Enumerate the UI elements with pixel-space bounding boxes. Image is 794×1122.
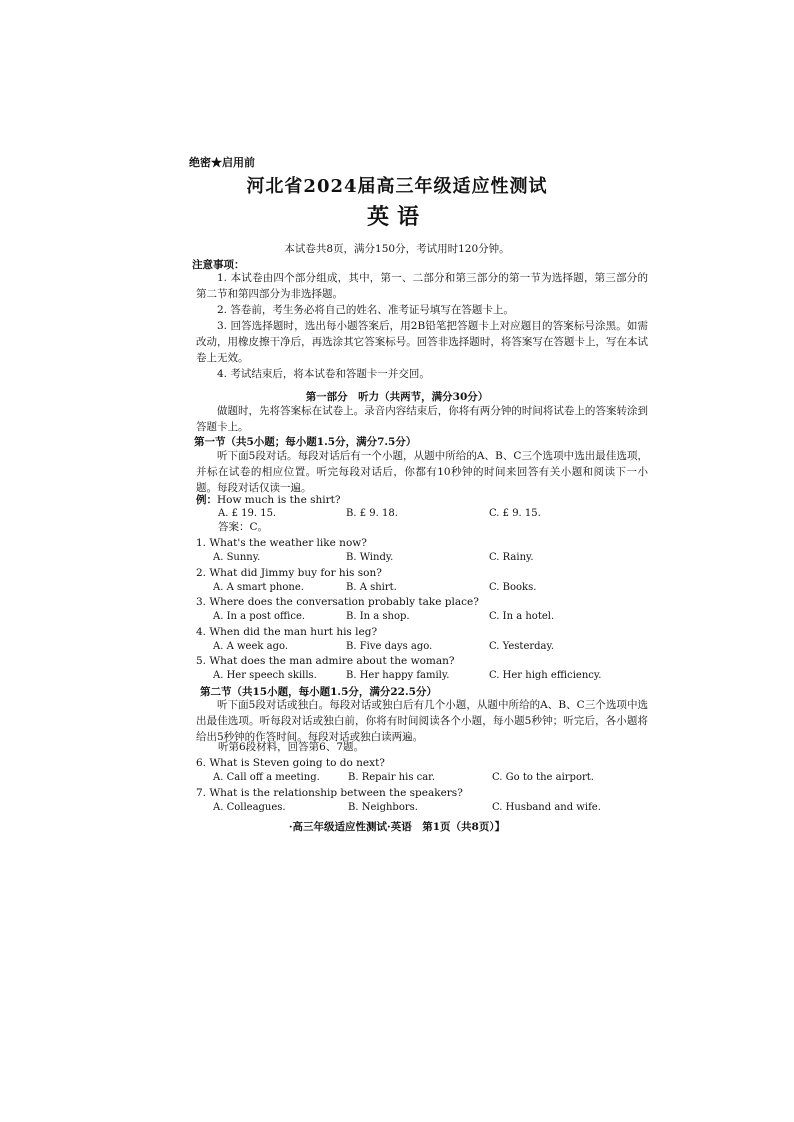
notice-item: 2. 答卷前，考生务必将自己的姓名、准考证号填写在答题卡上。	[217, 304, 514, 316]
question-stem: 3. Where does the conversation probably take place?	[196, 596, 479, 609]
question-option-c: C. Husband and wife.	[492, 801, 601, 813]
question-option-b: B. A shirt.	[346, 581, 397, 593]
page-footer: ·高三年级适应性测试·英语 第1页（共8页）】	[288, 821, 506, 833]
question-stem: 1. What's the weather like now?	[196, 537, 367, 549]
notice-item: 1. 本试卷由四个部分组成，其中，第一、二部分和第三部分的第一节为选择题，第三部分的第二节和第四部分为非选择题。	[196, 272, 648, 300]
question-option-c: C. Go to the airport.	[492, 772, 594, 783]
part-one-instruction: 做题时，先将答案标在试卷上。录音内容结束后，你将有两分钟的时间将试卷上的答案转涂到答题卡上。	[196, 405, 648, 433]
question-option-a: A. A smart phone.	[213, 581, 304, 593]
question-stem: 5. What does the man admire about the woman?	[196, 655, 455, 668]
question-option-a: A. In a post office.	[213, 611, 306, 623]
notice-item: 3. 回答选择题时，选出每小题答案后，用2B铅笔把答题卡上对应题目的答案标号涂黑。如需改动，用橡皮擦干净后，再选涂其它答案标号。回答非选择题时，将答案写在答题卡上，写在本试卷上无效。	[196, 320, 648, 364]
question-option-a: A. Colleagues.	[213, 801, 286, 813]
subject-title: 英语	[366, 204, 427, 230]
example-answer: 答案：C。	[218, 521, 269, 533]
question-option-c: C. Rainy.	[489, 552, 534, 563]
material-six-note: 听第6段材料，回答第6、7题。	[218, 741, 365, 753]
question-option-a: A. A week ago.	[213, 640, 288, 652]
question-stem: 4. When did the man hurt his leg?	[196, 625, 378, 638]
question-option-a: A. Sunny.	[213, 552, 261, 563]
question-option-c: C. Yesterday.	[489, 640, 555, 652]
section-two-heading: 第二节（共15小题，每小题1.5分，满分22.5分）	[200, 686, 437, 698]
question-option-b: B. Repair his car.	[348, 772, 436, 783]
example-option-a: A. £ 19. 15.	[218, 508, 277, 519]
confidential-label: 绝密★启用前	[189, 156, 255, 169]
question-option-c: C. Books.	[489, 581, 537, 593]
section-one-heading: 第一节（共5小题；每小题1.5分，满分7.5分）	[194, 436, 417, 448]
question-option-b: B. Neighbors.	[348, 801, 418, 813]
question-option-c: C. In a hotel.	[489, 611, 555, 623]
question-option-b: B. Windy.	[346, 552, 394, 563]
notice-heading: 注意事项：	[192, 259, 245, 271]
question-option-c: C. Her high efficiency.	[489, 670, 602, 682]
question-option-b: B. Five days ago.	[346, 640, 433, 652]
notice-list	[196, 270, 648, 382]
question-option-b: B. Her happy family.	[346, 670, 450, 682]
exam-title: 河北省2024届高三年级适应性测试	[246, 176, 548, 197]
part-one-heading: 第一部分 听力（共两节，满分30分）	[305, 391, 489, 403]
question-option-a: A. Her speech skills.	[213, 670, 317, 682]
exam-info: 本试卷共8页，满分150分，考试用时120分钟。	[284, 243, 510, 255]
question-option-b: B. In a shop.	[346, 611, 410, 623]
example-option-c: C. £ 9. 15.	[489, 508, 541, 519]
question-stem: 6. What is Steven going to do next?	[196, 757, 385, 769]
question-stem: 7. What is the relationship between the speakers?	[196, 786, 463, 799]
question-option-a: A. Call off a meeting.	[213, 772, 320, 783]
section-one-instruction: 听下面5段对话。每段对话后有一个小题，从题中所给的A、B、C三个选项中选出最佳选项，并标在试卷的相应位置。听完每段对话后，你都有10秒钟的时间来回答有关小题和阅读下一小题。每段对话仅读一遍。	[196, 450, 648, 494]
example-option-b: B. £ 9. 18.	[346, 508, 398, 519]
notice-item: 4. 考试结束后，将本试卷和答题卡一并交回。	[217, 368, 430, 380]
section-two-instruction: 听下面5段对话或独白。每段对话或独白后有几个小题，从题中所给的A、B、C三个选项中选出最佳选项。听每段对话或独白前，你将有时间阅读各个小题，每小题5秒钟；听完后，各小题将给出5秒钟的作答时间。每段对话或独白读两遍。	[196, 699, 648, 743]
question-stem: 2. What did Jimmy buy for his son?	[196, 566, 382, 579]
example-question: 例：How much is the shirt?	[196, 494, 341, 506]
